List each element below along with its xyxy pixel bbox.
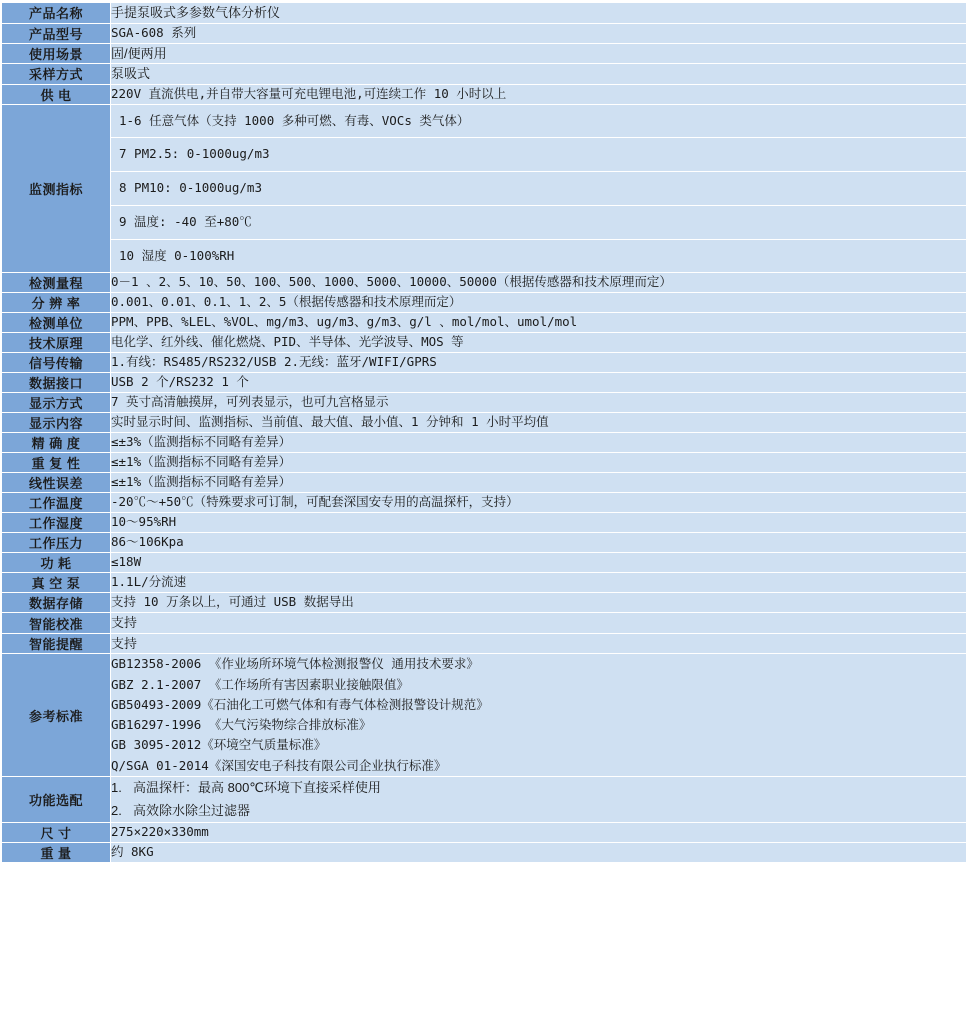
row-label: 使用场景 — [2, 43, 111, 64]
table-row — [2, 3, 967, 24]
option-item — [111, 800, 966, 823]
list-item — [111, 239, 966, 272]
table-row — [2, 593, 967, 613]
row-label: 采样方式 — [2, 64, 111, 85]
table-row-monitor — [2, 104, 967, 273]
table-row-standards — [2, 654, 967, 777]
standard-item: GB 3095-2012《环境空气质量标准》 — [111, 737, 327, 753]
table-row — [2, 373, 967, 393]
table-row — [2, 473, 967, 493]
option-text: 高效除水除尘过滤器 — [133, 802, 251, 818]
monitor-item: 9 温度: -40 至+80℃ — [111, 205, 966, 239]
row-label: 分 辨 率 — [2, 293, 111, 313]
row-label: 显示方式 — [2, 393, 111, 413]
row-value: 泵吸式 — [111, 64, 967, 85]
table-row — [2, 84, 967, 104]
table-row — [2, 273, 967, 293]
list-item — [111, 105, 966, 138]
standard-item: GB12358-2006 《作业场所环境气体检测报警仪 通用技术要求》 — [111, 656, 479, 672]
table-row — [2, 313, 967, 333]
table-row — [2, 843, 967, 863]
row-value: SGA-608 系列 — [111, 23, 967, 43]
table-row — [2, 433, 967, 453]
table-row — [2, 633, 967, 654]
row-label: 显示内容 — [2, 413, 111, 433]
option-text: 高温探杆：最高 800℃环境下直接采样使用 — [133, 779, 381, 795]
monitor-item: 8 PM10: 0-1000ug/m3 — [111, 172, 966, 206]
option-index: 2. — [111, 802, 122, 818]
row-label: 线性误差 — [2, 473, 111, 493]
row-value: 固/便两用 — [111, 43, 967, 64]
options-list — [111, 776, 967, 823]
option-item — [111, 777, 966, 800]
row-label: 尺 寸 — [2, 823, 111, 843]
table-row — [2, 64, 967, 85]
monitor-list — [111, 105, 966, 273]
row-label: 重 复 性 — [2, 453, 111, 473]
row-value: 10～95%RH — [111, 513, 967, 533]
table-row — [2, 553, 967, 573]
table-row — [2, 493, 967, 513]
row-label: 功能选配 — [2, 776, 111, 823]
row-label: 监测指标 — [2, 104, 111, 273]
row-value: 支持 10 万条以上，可通过 USB 数据导出 — [111, 593, 967, 613]
row-label: 功 耗 — [2, 553, 111, 573]
table-row — [2, 43, 967, 64]
row-value: 7 英寸高清触摸屏，可列表显示，也可九宫格显示 — [111, 393, 967, 413]
table-row — [2, 23, 967, 43]
row-value: 0.001、0.01、0.1、1、2、5（根据传感器和技术原理而定） — [111, 293, 967, 313]
row-value: 约 8KG — [111, 843, 967, 863]
table-row — [2, 613, 967, 634]
row-value: ≤±3%（监测指标不同略有差异） — [111, 433, 967, 453]
row-value: 支持 — [111, 613, 967, 634]
table-row — [2, 823, 967, 843]
standard-item: GB16297-1996 《大气污染物综合排放标准》 — [111, 717, 372, 732]
row-label: 检测量程 — [2, 273, 111, 293]
standards-list — [111, 654, 967, 777]
table-row — [2, 533, 967, 553]
row-value: ≤±1%（监测指标不同略有差异） — [111, 473, 967, 493]
row-value: USB 2 个/RS232 1 个 — [111, 373, 967, 393]
row-label: 信号传输 — [2, 353, 111, 373]
row-value: -20℃～+50℃（特殊要求可订制，可配套深国安专用的高温探杆，支持） — [111, 493, 967, 513]
row-label: 数据接口 — [2, 373, 111, 393]
row-label: 真 空 泵 — [2, 573, 111, 593]
row-label: 工作压力 — [2, 533, 111, 553]
row-label: 产品型号 — [2, 23, 111, 43]
product-spec-table — [1, 2, 967, 863]
standard-item: Q/SGA 01-2014《深国安电子科技有限公司企业执行标准》 — [111, 757, 447, 773]
table-row — [2, 353, 967, 373]
row-value: 220V 直流供电,并自带大容量可充电锂电池,可连续工作 10 小时以上 — [111, 84, 967, 104]
row-value: 实时显示时间、监测指标、当前值、最大值、最小值、1 分钟和 1 小时平均值 — [111, 413, 967, 433]
table-row — [2, 453, 967, 473]
standard-item: GB50493-2009《石油化工可燃气体和有毒气体检测报警设计规范》 — [111, 696, 489, 712]
row-value: PPM、PPB、%LEL、%VOL、mg/m3、ug/m3、g/m3、g/l 、mol/mol、umol/mol — [111, 313, 967, 333]
table-row — [2, 573, 967, 593]
row-label: 产品名称 — [2, 3, 111, 24]
row-value: ≤±1%（监测指标不同略有差异） — [111, 453, 967, 473]
row-value: 275×220×330mm — [111, 823, 967, 843]
row-value: 电化学、红外线、催化燃烧、PID、半导体、光学波导、MOS 等 — [111, 333, 967, 353]
row-label: 供 电 — [2, 84, 111, 104]
row-label: 数据存储 — [2, 593, 111, 613]
row-value: 86～106Kpa — [111, 533, 967, 553]
list-item — [111, 172, 966, 206]
row-label: 检测单位 — [2, 313, 111, 333]
row-label: 参考标准 — [2, 654, 111, 777]
table-row-options — [2, 776, 967, 823]
table-row — [2, 513, 967, 533]
row-value: ≤18W — [111, 553, 967, 573]
list-item — [111, 205, 966, 239]
row-value: 1.1L/分流速 — [111, 573, 967, 593]
row-value: 支持 — [111, 633, 967, 654]
row-label: 重 量 — [2, 843, 111, 863]
row-label: 技术原理 — [2, 333, 111, 353]
monitor-item: 10 湿度 0-100%RH — [111, 239, 966, 272]
row-label: 工作湿度 — [2, 513, 111, 533]
table-row — [2, 293, 967, 313]
row-value: 手提泵吸式多参数气体分析仪 — [111, 3, 967, 24]
standard-item: GBZ 2.1-2007 《工作场所有害因素职业接触限值》 — [111, 676, 409, 692]
row-label: 智能校准 — [2, 613, 111, 634]
monitor-item: 7 PM2.5: 0-1000ug/m3 — [111, 138, 966, 172]
option-index: 1. — [111, 779, 122, 795]
table-row — [2, 393, 967, 413]
monitor-values — [111, 104, 967, 273]
row-label: 智能提醒 — [2, 633, 111, 654]
monitor-item: 1-6 任意气体（支持 1000 多种可燃、有毒、VOCs 类气体） — [111, 105, 966, 138]
list-item — [111, 138, 966, 172]
table-row — [2, 333, 967, 353]
table-row — [2, 413, 967, 433]
row-value: 0－1 、2、5、10、50、100、500、1000、5000、10000、50000（根据传感器和技术原理而定） — [111, 273, 967, 293]
row-label: 工作温度 — [2, 493, 111, 513]
row-label: 精 确 度 — [2, 433, 111, 453]
row-value: 1.有线：RS485/RS232/USB 2.无线：蓝牙/WIFI/GPRS — [111, 353, 967, 373]
